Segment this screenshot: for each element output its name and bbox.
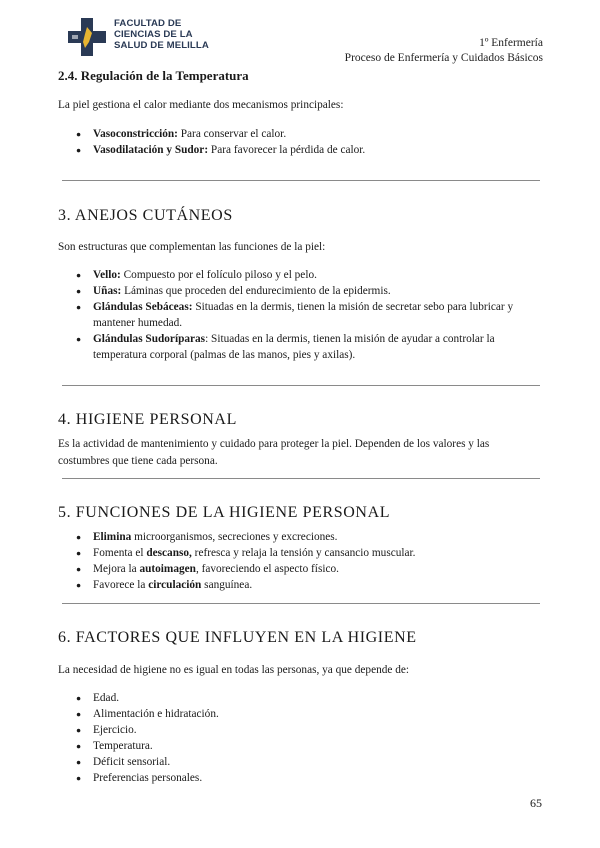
logo-line: FACULTAD DE [114,18,182,29]
section-divider [62,603,540,604]
page-number: 65 [530,796,542,810]
section-divider [62,385,540,386]
list-item: ● Edad. [76,690,536,706]
list-item: ● Mejora la autoimagen, favoreciendo el aspecto físico. [76,561,536,577]
faculty-logo [68,18,209,56]
section-2-4-intro: La piel gestiona el calor mediante dos mecanismos principales: [58,99,344,111]
list-item: ● Elimina microorganismos, secreciones y excreciones. [76,529,536,545]
section-5-title: 5. FUNCIONES DE LA HIGIENE PERSONAL [58,504,391,521]
list-item: ● Vasodilatación y Sudor: Para favorecer la pérdida de calor. [76,142,536,158]
list-item: ● Ejercicio. [76,722,536,738]
section-divider [62,180,540,181]
section-4-body: Es la actividad de mantenimiento y cuidado para proteger la piel. Dependen de los valores y las costumbres que tiene cada persona. [58,438,490,467]
section-divider [62,478,540,479]
section-6-intro: La necesidad de higiene no es igual en todas las personas, ya que depende de: [58,664,410,676]
faculty-logo-icon [68,18,106,56]
logo-line: CIENCIAS DE LA [114,29,193,40]
section-5-list [76,529,536,593]
list-item: ● Uñas: Láminas que proceden del endurecimiento de la epidermis. [76,283,536,299]
course-label: 1º Enfermería [479,37,543,49]
list-item: ● Glándulas Sebáceas: Situadas en la dermis, tienen la misión de secretar sebo para lubricar y mantener humedad. [76,299,536,331]
list-item: ● Fomenta el descanso, refresca y relaja la tensión y cansancio muscular. [76,545,536,561]
section-6-list [76,690,536,786]
list-item: ● Favorece la circulación sanguínea. [76,577,536,593]
list-item: ● Vello: Compuesto por el folículo piloso y el pelo. [76,267,536,283]
section-2-4-list [76,126,536,158]
section-3-intro: Son estructuras que complementan las funciones de la piel: [58,241,326,253]
section-6-title: 6. FACTORES QUE INFLUYEN EN LA HIGIENE [58,629,417,646]
section-3-list [76,267,536,363]
section-2-4-title: 2.4. Regulación de la Temperatura [58,68,249,83]
subject-label: Proceso de Enfermería y Cuidados Básicos [344,52,543,64]
section-3-title: 3. ANEJOS CUTÁNEOS [58,207,233,224]
list-item: ● Temperatura. [76,738,536,754]
list-item: ● Preferencias personales. [76,770,536,786]
logo-line: SALUD DE MELILLA [114,40,209,51]
list-item: ● Vasoconstricción: Para conservar el calor. [76,126,536,142]
list-item: ● Alimentación e hidratación. [76,706,536,722]
list-item: ● Glándulas Sudoríparas: Situadas en la dermis, tienen la misión de ayudar a controlar la temperatura corporal (palmas de las manos, pies y axilas). [76,331,536,363]
logo-text [114,18,209,51]
list-item: ● Déficit sensorial. [76,754,536,770]
section-4-title: 4. HIGIENE PERSONAL [58,411,237,428]
header-info [345,36,543,66]
